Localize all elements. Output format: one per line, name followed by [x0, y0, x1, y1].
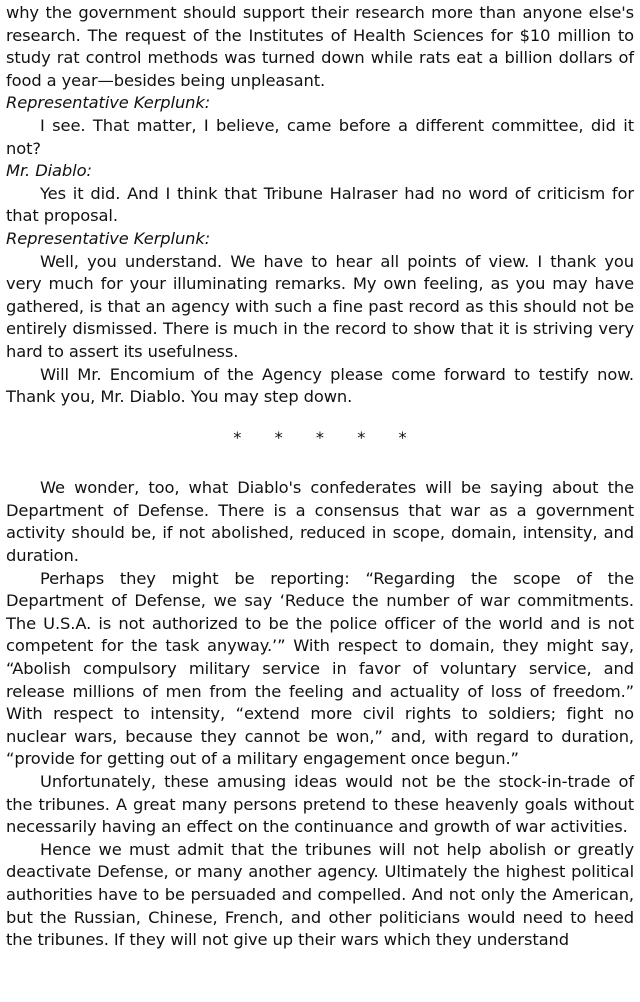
- paragraph-body: Perhaps they might be reporting: “Regarding the scope of the Department of Defense, we say ‘Reduce the number of war commitments. The U.S.A. is not authorized to be the police officer of the world and is not competent for the task anyway.’” With respect to domain, they might say, “Abolish compulsory military service in favor of voluntary service, and release millions of men from the feeling and actuality of loss of freedom.” With respect to intensity, “extend more civil rights to soldiers; fight no nuclear wars, because they cannot be won,” and, with regard to duration, “provide for getting out of a military engagement once begun.”: [6, 568, 634, 769]
- speaker-label-kerplunk: Representative Kerplunk:: [6, 93, 211, 113]
- section-separator: * * * * *: [233, 427, 421, 447]
- document-page: [6, 2, 634, 952]
- paragraph-dialogue: I see. That matter, I believe, came before a different committee, did it not?: [6, 115, 634, 158]
- paragraph-body: Unfortunately, these amusing ideas would not be the stock-in-trade of the tribunes. A great many persons pretend to these heavenly goals without necessarily having an effect on the continuance and growth of war activities.: [6, 772, 634, 837]
- speaker-label-kerplunk: Representative Kerplunk:: [6, 228, 211, 248]
- speaker-label-diablo: Mr. Diablo:: [6, 161, 92, 181]
- paragraph-body: We wonder, too, what Diablo's confederates will be saying about the Department of Defense. There is a consensus that war as a government activity should be, if not abolished, reduced in scope, domain, intensity, and duration.: [6, 478, 634, 566]
- paragraph-dialogue: Yes it did. And I think that Tribune Halraser had no word of criticism for that proposal.: [6, 183, 634, 226]
- paragraph-dialogue: Will Mr. Encomium of the Agency please come forward to testify now. Thank you, Mr. Diablo. You may step down.: [6, 364, 634, 407]
- paragraph-dialogue: Well, you understand. We have to hear all points of view. I thank you very much for your illuminating remarks. My own feeling, as you may have gathered, is that an agency with such a fine past record as this should not be entirely dismissed. There is much in the record to show that it is striving very hard to assert its usefulness.: [6, 251, 634, 361]
- paragraph-body: Hence we must admit that the tribunes will not help abolish or greatly deactivate Defense, or many another agency. Ultimately the highest political authorities have to be persuaded and compelled. And not only the American, but the Russian, Chinese, French, and other politicians would need to heed the tribunes. If they will not give up their wars which they understand: [6, 839, 634, 950]
- paragraph-continuation: why the government should support their research more than anyone else's research. The request of the Institutes of Health Sciences for $10 million to study rat control methods was turned down while rats eat a billion dollars of food a year—besides being unpleasant.: [6, 3, 634, 90]
